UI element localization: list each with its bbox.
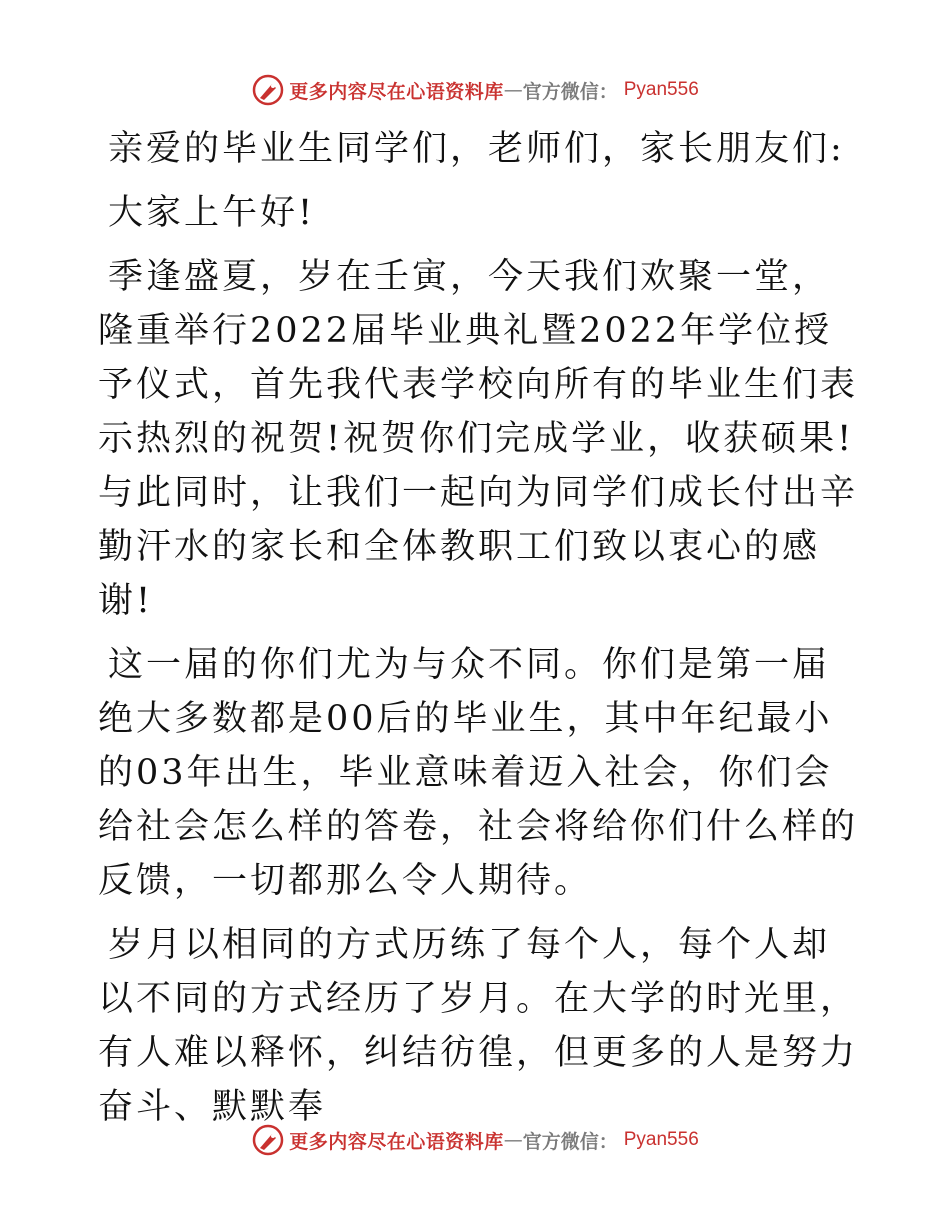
paragraph-years: 岁月以相同的方式历练了每个人，每个人却以不同的方式经历了岁月。在大学的时光里，有人难以释怀，纠结彷徨，但更多的人是努力奋斗、默默奉: [98, 925, 859, 1127]
pen-nib-logo-icon: [251, 73, 285, 107]
banner-dash: —: [503, 1129, 523, 1151]
banner-dash: —: [503, 79, 523, 101]
paragraph-congrats: 季逢盛夏，岁在壬寅，今天我们欢聚一堂，隆重举行2022届毕业典礼暨2022年学位授予仪式，首先我代表学校向所有的毕业生们表示热烈的祝贺!祝贺你们完成学业，收获硕果!与此同时，让我们一起向为同学们成长付出辛勤汗水的家长和全体教职工们致以衷心的感谢!: [98, 257, 859, 621]
header-watermark: [0, 70, 950, 110]
banner-wechat-id: Pyan556: [623, 79, 699, 100]
banner-label: 官方微信：: [522, 80, 618, 103]
banner-text: 更多内容尽在心语资料库: [289, 1130, 504, 1153]
banner-label: 官方微信：: [522, 1130, 618, 1153]
document-body: [98, 122, 858, 1144]
paragraph-salutation: 大家上午好!: [108, 193, 316, 233]
paragraph-class-unique: 这一届的你们尤为与众不同。你们是第一届绝大多数都是00后的毕业生，其中年纪最小的03年出生，毕业意味着迈入社会，你们会给社会怎么样的答卷，社会将给你们什么样的反馈，一切都那么令人期待。: [98, 645, 859, 901]
banner-text: 更多内容尽在心语资料库: [289, 80, 504, 103]
banner-wechat-id: Pyan556: [623, 1129, 699, 1150]
paragraph-greeting: 亲爱的毕业生同学们，老师们，家长朋友们:: [108, 129, 845, 169]
pen-nib-logo-icon: [251, 1123, 285, 1157]
footer-watermark: [0, 1120, 950, 1160]
